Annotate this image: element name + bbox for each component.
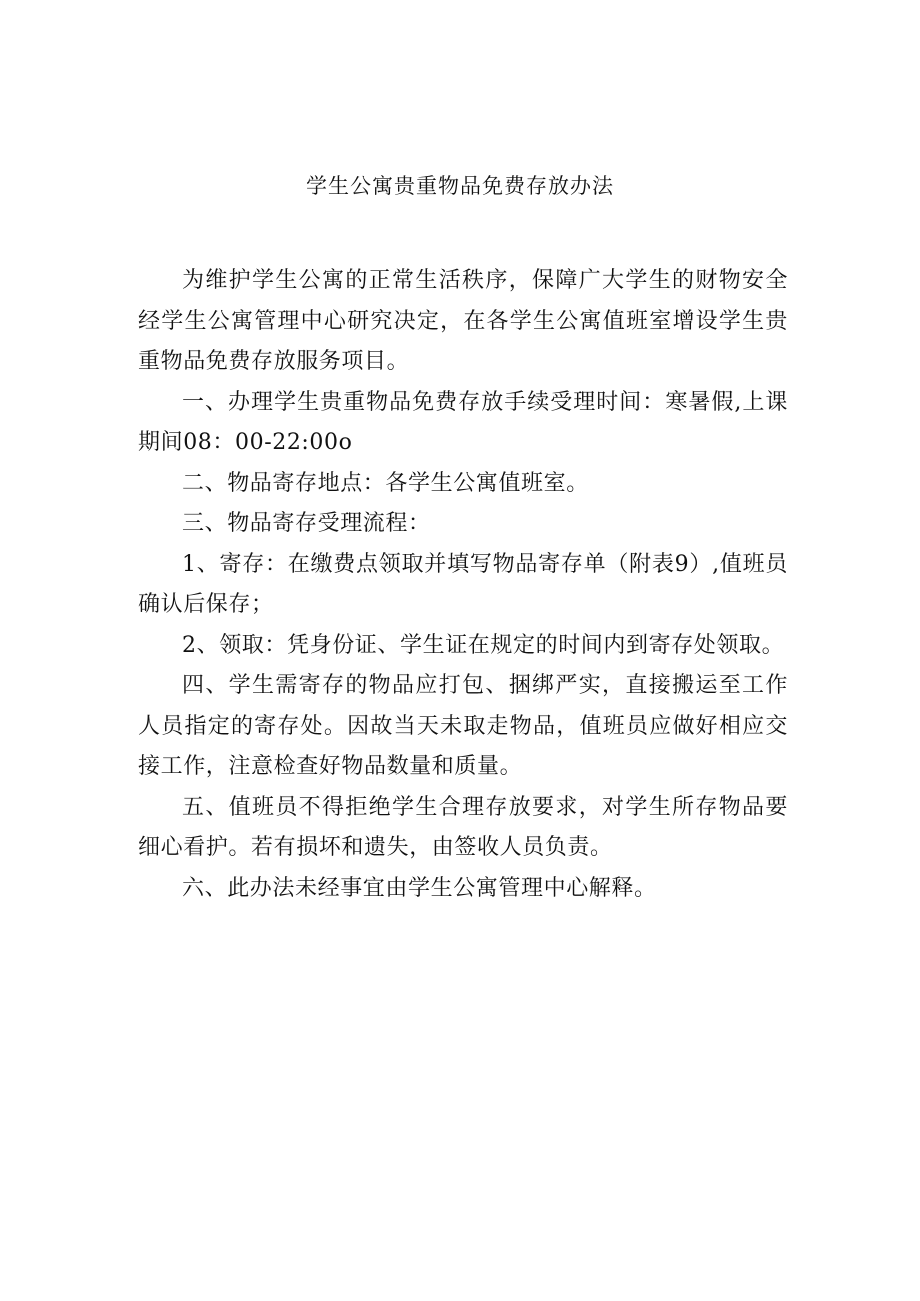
paragraph-section-6: 六、此办法未经事宜由学生公寓管理中心解释。	[182, 875, 657, 901]
paragraph-step-1: 1、寄存：在缴费点领取并填写物品寄存单（附表9）,值班员确认后保存；	[138, 551, 788, 617]
paragraph-section-3: 三、物品寄存受理流程：	[182, 511, 431, 536]
paragraph-section-4: 四、学生需寄存的物品应打包、捆绑严实，直接搬运至工作人员指定的寄存处。因故当天未取走物品，值班员应做好相应交接工作，注意检查好物品数量和质量。	[138, 673, 788, 779]
paragraph-section-1: 一、办理学生贵重物品免费存放手续受理时间：寒暑假,上课期间08：00-22:00o	[138, 389, 788, 455]
paragraph-intro: 为维护学生公寓的正常生活秩序，保障广大学生的财物安全经学生公寓管理中心研究决定，在各学生公寓值班室增设学生贵重物品免费存放服务项目。	[138, 268, 788, 374]
paragraph-section-5: 五、值班员不得拒绝学生合理存放要求，对学生所存物品要细心看护。若有损坏和遗失，由签收人员负责。	[138, 794, 788, 860]
document-title: 学生公寓贵重物品免费存放办法	[306, 174, 614, 198]
paragraph-step-2: 2、领取：凭身份证、学生证在规定的时间内到寄存处领取。	[182, 632, 785, 658]
document-body	[138, 261, 788, 909]
paragraph-section-2: 二、物品寄存地点：各学生公寓值班室。	[182, 470, 589, 496]
